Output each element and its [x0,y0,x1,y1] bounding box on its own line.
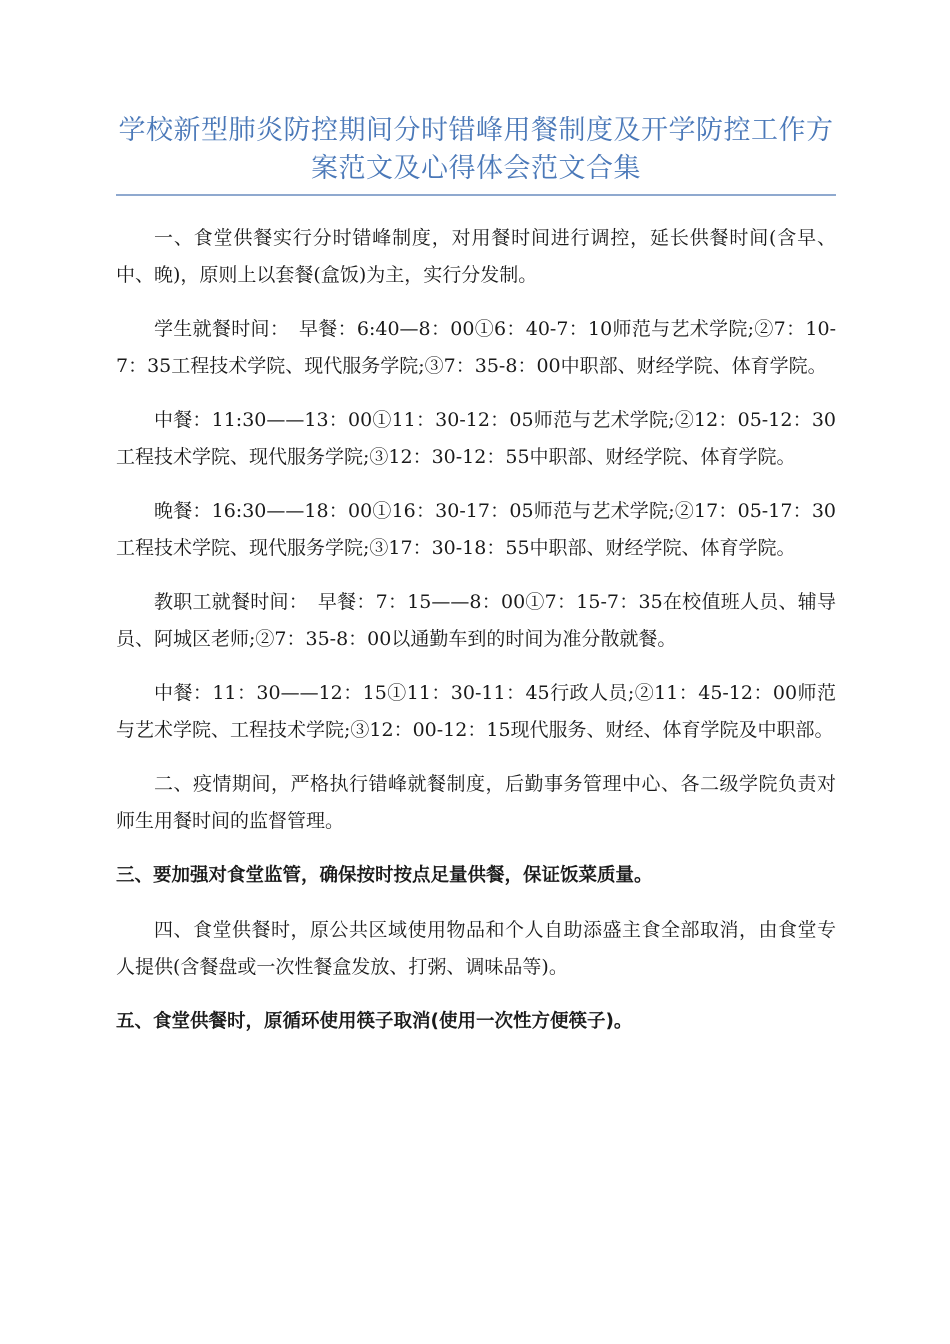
paragraph-staff-lunch: 中餐：11：30——12：15①11：30-11：45行政人员;②11：45-12：00师范与艺术学院、工程技术学院;③12：00-12：15现代服务、财经、体育学院及中职部。 [116,682,836,741]
paragraph-epidemic-supervision: 二、疫情期间，严格执行错峰就餐制度，后勤事务管理中心、各二级学院负责对师生用餐时间的监督管理。 [116,773,836,832]
paragraph-student-breakfast: 学生就餐时间： 早餐：6:40—8：00①6：40-7：10师范与艺术学院;②7：10-7：35工程技术学院、现代服务学院;③7：35-8：00中职部、财经学院、体育学院。 [116,318,836,377]
paragraph-staff-breakfast: 教职工就餐时间： 早餐：7：15——8：00①7：15-7：35在校值班人员、辅导员、阿城区老师;②7：35-8：00以通勤车到的时间为准分散就餐。 [116,591,836,650]
heading-canteen-supervision: 三、要加强对食堂监管，确保按时按点足量供餐，保证饭菜质量。 [116,865,653,886]
paragraph-student-dinner: 晚餐：16:30——18：00①16：30-17：05师范与艺术学院;②17：05-17：30工程技术学院、现代服务学院;③17：30-18：55中职部、财经学院、体育学院。 [116,500,836,559]
paragraph-student-lunch: 中餐：11:30——13：00①11：30-12：05师范与艺术学院;②12：05-12：30工程技术学院、现代服务学院;③12：30-12：55中职部、财经学院、体育学院。 [116,409,836,468]
paragraph-self-service-cancelled: 四、食堂供餐时，原公共区域使用物品和个人自助添盛主食全部取消，由食堂专人提供(含餐盘或一次性餐盒发放、打粥、调味品等)。 [116,919,836,978]
document-page [116,112,836,1058]
paragraph-canteen-staggered-meals: 一、食堂供餐实行分时错峰制度，对用餐时间进行调控，延长供餐时间(含早、中、晚)，原则上以套餐(盒饭)为主，实行分发制。 [116,227,836,286]
heading-chopsticks: 五、食堂供餐时，原循环使用筷子取消(使用一次性方便筷子)。 [116,1011,633,1032]
document-title: 学校新型肺炎防控期间分时错峰用餐制度及开学防控工作方案范文及心得体会范文合集 [116,112,836,196]
